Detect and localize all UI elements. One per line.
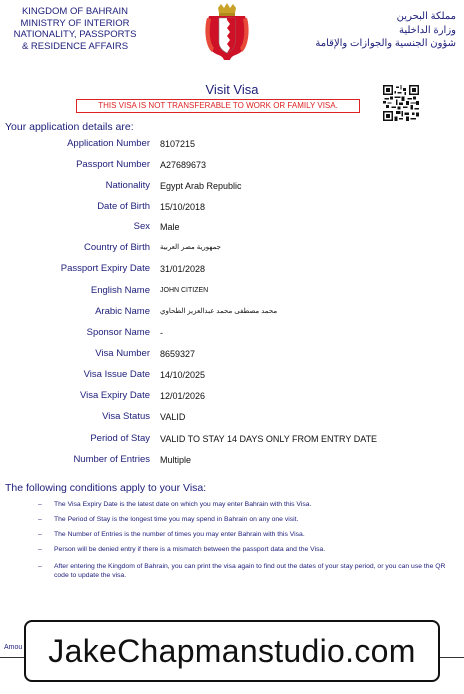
detail-row-number-of-entries [0, 453, 464, 467]
header-en-line: NATIONALITY, PASSPORTS [13, 29, 137, 40]
detail-label: Sponsor Name [86, 327, 150, 338]
detail-label: Sex [133, 221, 150, 232]
details-heading: Your application details are: [5, 121, 134, 133]
detail-value: جمهورية مصر العربية [160, 244, 222, 251]
detail-row-sex [0, 220, 464, 234]
detail-value: - [160, 328, 163, 338]
detail-value: 31/01/2028 [160, 264, 206, 274]
header-en-line: MINISTRY OF INTERIOR [20, 17, 130, 29]
detail-row-application-number [0, 137, 464, 151]
page-title: Visit Visa [205, 82, 259, 97]
detail-value: 15/10/2018 [160, 202, 206, 212]
bullet-dash: – [38, 516, 42, 523]
detail-label: Visa Status [102, 411, 150, 422]
detail-row-passport-expiry [0, 262, 464, 276]
detail-row-country-of-birth [0, 241, 464, 255]
detail-label: Nationality [105, 180, 150, 191]
header-ar-line: شؤون الجنسية والجوازات والإقامة [315, 38, 456, 49]
detail-label: Period of Stay [90, 433, 150, 444]
detail-label: Date of Birth [97, 201, 150, 212]
header-en-line: KINGDOM OF BAHRAIN [21, 6, 129, 17]
detail-row-passport-number [0, 158, 464, 172]
detail-row-visa-issue-date [0, 368, 464, 382]
header-arabic [306, 10, 456, 51]
detail-value: 14/10/2025 [160, 370, 206, 380]
detail-label: Visa Expiry Date [79, 390, 150, 401]
detail-value: Multiple [160, 455, 192, 465]
detail-row-visa-status [0, 410, 464, 424]
conditions-heading: The following conditions apply to your Visa: [5, 482, 207, 494]
detail-label: Country of Birth [84, 242, 150, 253]
detail-row-arabic-name [0, 305, 464, 319]
footer-fragment: Amou [4, 644, 23, 651]
detail-row-date-of-birth [0, 200, 464, 214]
detail-value: 12/01/2026 [160, 391, 206, 401]
detail-label: Number of Entries [73, 454, 150, 465]
detail-value: 8659327 [160, 349, 196, 359]
condition-text: The Number of Entries is the number of times you may enter Bahrain with this Visa. [54, 531, 305, 538]
detail-label: Visa Issue Date [83, 369, 150, 380]
header-ar-line: وزارة الداخلية [398, 24, 456, 36]
condition-text: The Visa Expiry Date is the latest date on which you may enter Bahrain with this Visa. [54, 501, 312, 508]
qr-code-icon[interactable] [383, 85, 419, 121]
detail-row-english-name [0, 284, 464, 298]
watermark-banner: JakeChapmanstudio.com [24, 620, 440, 682]
detail-value: A27689673 [160, 160, 207, 170]
bullet-dash: – [38, 501, 42, 508]
bullet-dash: – [38, 531, 42, 538]
header-ar-line: مملكة البحرين [396, 11, 456, 22]
detail-label: Visa Number [95, 348, 150, 359]
detail-value: Egypt Arab Republic [160, 181, 242, 191]
condition-text: Person will be denied entry if there is a mismatch between the passport data and the Visa. [54, 546, 326, 553]
detail-label: Passport Number [76, 159, 150, 170]
bahrain-emblem-icon [204, 2, 250, 64]
detail-value: محمد مصطفى محمد عبدالعزيز الطحاوي [160, 308, 278, 315]
header-en-line: & RESIDENCE AFFAIRS [21, 40, 129, 52]
detail-row-period-of-stay [0, 432, 464, 446]
detail-row-visa-expiry-date [0, 389, 464, 403]
detail-row-sponsor-name [0, 326, 464, 340]
detail-value: JOHN CITIZEN [160, 287, 209, 294]
condition-text: After entering the Kingdom of Bahrain, you can print the visa again to find out the dates of your stay period, or you can use the QR code to update the visa. [54, 563, 446, 579]
condition-text: The Period of Stay is the longest time you may spend in Bahrain on any one visit. [54, 516, 299, 523]
detail-row-nationality [0, 179, 464, 193]
bullet-dash: – [38, 563, 42, 570]
detail-label: English Name [90, 285, 150, 296]
bullet-dash: – [38, 546, 42, 553]
detail-value: 8107215 [160, 139, 196, 149]
detail-label: Application Number [67, 138, 150, 149]
detail-value: VALID [160, 412, 186, 422]
transfer-notice: THIS VISA IS NOT TRANSFERABLE TO WORK OR FAMILY VISA. [76, 99, 360, 113]
detail-row-visa-number [0, 347, 464, 361]
detail-value: VALID TO STAY 14 DAYS ONLY FROM ENTRY DATE [160, 434, 378, 444]
detail-label: Arabic Name [95, 306, 150, 317]
header-english [0, 6, 150, 52]
detail-label: Passport Expiry Date [60, 263, 150, 274]
detail-value: Male [160, 222, 180, 232]
